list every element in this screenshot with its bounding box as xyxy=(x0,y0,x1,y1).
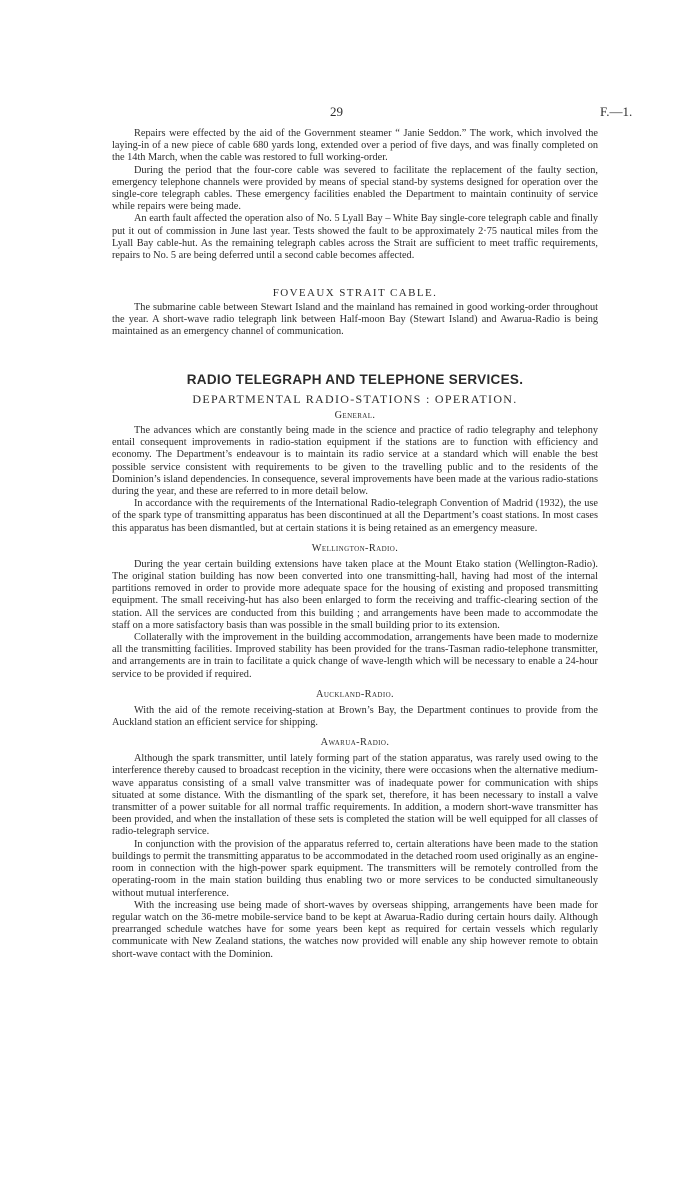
auckland-body xyxy=(112,705,598,729)
paragraph: With the increasing use being made of short-waves by overseas shipping, arrangements have been made for regular watch on the 36-metre mobile-service band to be kept at Awarua-Radio during certain hours daily. Although prearranged schedule watches have for some years been kept as required for certain vessels which regularly communicate with New Zealand stations, the watches now provided will enable any ship however remote to obtain short-wave contact with the Dominion. xyxy=(112,899,598,960)
general-heading: General. xyxy=(334,410,376,421)
page-number: 29 xyxy=(330,104,343,119)
foveaux-section xyxy=(112,287,598,339)
paragraph: During the period that the four-core cable was severed to facilitate the replacement of the faulty section, emergency telephone channels were provided by means of special stand-by systems designed for operation over the single-core telegraph cables. These emergency facilities enabled the Department to maintain continuity of service while repairs were being made. xyxy=(112,164,598,213)
cook-strait-section xyxy=(112,128,598,262)
document-reference: F.—1. xyxy=(600,104,633,119)
awarua-body xyxy=(112,753,598,960)
main-heading: RADIO TELEGRAPH AND TELEPHONE SERVICES. xyxy=(186,372,524,387)
paragraph: In accordance with the requirements of the International Radio-telegraph Convention of Madrid (1932), the use of the spark type of transmitting apparatus has been discontinued at all the Department’s coast stations. In most cases this apparatus has been dismantled, but at certain stations it is being retained as an emergency measure. xyxy=(112,498,598,534)
auckland-heading: Auckland-Radio. xyxy=(315,688,395,700)
awarua-heading: Awarua-Radio. xyxy=(320,737,390,749)
general-body xyxy=(112,425,598,535)
wellington-body xyxy=(112,559,598,681)
paragraph: The submarine cable between Stewart Island and the mainland has remained in good working-order throughout the year. A short-wave radio telegraph link between Half-moon Bay (Stewart Island) and Awarua-Radio is being maintained as an emergency channel of communication. xyxy=(112,302,598,338)
paragraph: Collaterally with the improvement in the building accommodation, arrangements have been made to modernize all the transmitting facilities. Improved stability has been provided for the trans-Tasman radio-telephone transmitter, and arrangements are in train to facilitate a quick change of wave-length which will be necessary to enable a 24-hour service to be provided if required. xyxy=(112,632,598,680)
paragraph: Repairs were effected by the aid of the Government steamer “ Janie Seddon.” The work, which involved the laying-in of a new piece of cable 680 yards long, extended over a period of five days, and was finally completed on the 14th March, when the cable was restored to full working-order. xyxy=(112,128,598,164)
wellington-heading: Wellington-Radio. xyxy=(311,542,399,554)
paragraph: During the year certain building extensions have taken place at the Mount Etako station (Wellington-Radio). The original station building has now been converted into one transmitting-hall, having had most of the internal partitions removed in order to provide more adequate space for the housing of existing and proposed transmitting equipment. The small receiving-hut has also been enlarged to form the receiving and traffic-clearing section of the station. All the services are conducted from this building ; and arrangements have been made to accommodate the staff on a more satisfactory basis than was possible in the small building prior to its extension. xyxy=(112,558,598,631)
section-heading: FOVEAUX STRAIT CABLE. xyxy=(272,287,438,299)
paragraph: The advances which are constantly being made in the science and practice of radio telegraphy and telephony entail consequent improvements in radio-station equipment if the stations are to function with efficiency and economy. The Department’s endeavour is to maintain its radio service at a standard which will enable the best possible service consistent with requirements to be given to the travelling public and to the residents of the Dominion’s island dependencies. In consequence, several improvements have been made at the various radio-stations during the year, and these are referred to in more detail below. xyxy=(112,425,598,498)
paragraph: An earth fault affected the operation also of No. 5 Lyall Bay – White Bay single-core telegraph cable and finally put it out of commission in June last year. Tests showed the fault to be approximately 2·75 nautical miles from the Lyall Bay cable-hut. As the remaining telegraph cables across the Strait are sufficient to meet traffic requirements, repairs to No. 5 are being deferred until a second cable becomes affected. xyxy=(112,213,598,262)
paragraph: With the aid of the remote receiving-station at Brown’s Bay, the Department continues to provide from the Auckland station an efficient service for shipping. xyxy=(112,704,598,729)
sub-heading: DEPARTMENTAL RADIO-STATIONS : OPERATION. xyxy=(192,392,518,406)
paragraph: Although the spark transmitter, until lately forming part of the station apparatus, was rarely used owing to the interference thereby caused to broadcast reception in the vicinity, there were occasions when the alternative medium-wave apparatus consisting of a small valve transmitter was of inadequate power for communication with ships situated at some distance. With the dismantling of the spark set, therefore, it has been necessary to install a valve transmitter of a power suitable for all normal traffic requirements. In addition, a modern short-wave transmitter has been provided, and when the installation of these sets is completed the station will be well equipped for all classes of radio-telegraph service. xyxy=(112,753,598,838)
radio-section xyxy=(112,372,598,961)
paragraph: In conjunction with the provision of the apparatus referred to, certain alterations have been made to the station buildings to permit the transmitting apparatus to be accommodated in the detached room used originally as an engine-room in connection with the high-power spark equipment. The transmitters will be remotely controlled from the operating-room in the main station building thus enabling two or more services to be conducted simultaneously without mutual interference. xyxy=(112,838,598,899)
